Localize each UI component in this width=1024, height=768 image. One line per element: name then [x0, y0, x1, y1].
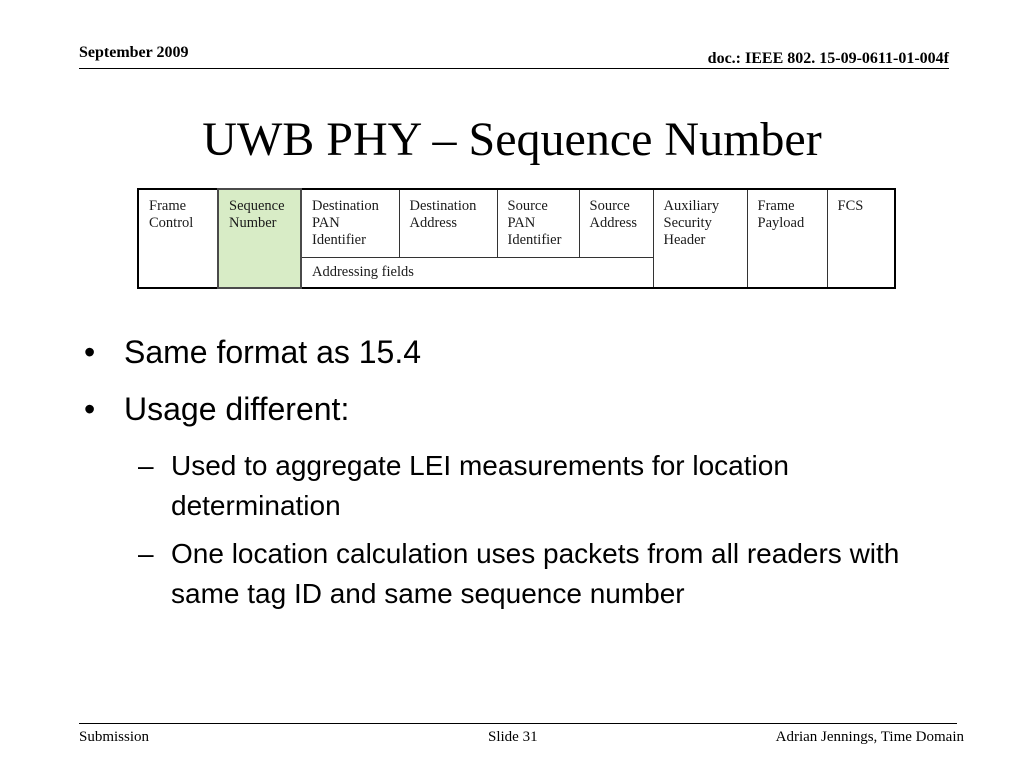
dash-marker: –: [138, 450, 154, 481]
header-doc-id: doc.: IEEE 802. 15-09-0611-01-004f: [707, 50, 949, 67]
footer-author: Adrian Jennings, Time Domain: [775, 729, 964, 745]
footer-slide-number: Slide 31: [488, 729, 538, 745]
bullet-item: [84, 389, 954, 429]
bullet-marker: •: [84, 391, 96, 427]
field-auxiliary-security-header: Auxiliary Security Header: [653, 189, 747, 288]
sub-bullet-text: Used to aggregate LEI measurements for location determination: [171, 450, 789, 521]
field-frame-control: Frame Control: [138, 189, 218, 288]
footer-submission: Submission: [79, 729, 150, 745]
bullet-text: Usage different:: [124, 391, 350, 427]
sub-bullet-item: [138, 534, 954, 614]
header-divider: [79, 68, 949, 69]
bullet-list: [84, 332, 954, 622]
field-destination-address: Destination Address: [399, 189, 497, 257]
footer-divider: [79, 723, 957, 724]
field-sequence-number: Sequence Number: [218, 189, 301, 288]
field-frame-payload: Frame Payload: [747, 189, 827, 288]
bullet-text: Same format as 15.4: [124, 334, 422, 370]
slide-title: UWB PHY – Sequence Number: [202, 113, 822, 166]
sub-bullet-item: [138, 446, 954, 526]
field-destination-pan-identifier: Destination PAN Identifier: [301, 189, 399, 257]
mac-frame-format-table: [137, 188, 896, 289]
field-source-address: Source Address: [579, 189, 653, 257]
field-source-pan-identifier: Source PAN Identifier: [497, 189, 579, 257]
sub-bullet-text: One location calculation uses packets from all readers with same tag ID and same sequence number: [171, 538, 900, 609]
addressing-fields-group: Addressing fields: [301, 257, 653, 288]
bullet-marker: •: [84, 334, 96, 370]
header-date: September 2009: [79, 44, 189, 61]
bullet-item: [84, 332, 954, 372]
field-fcs: FCS: [827, 189, 895, 288]
dash-marker: –: [138, 538, 154, 569]
